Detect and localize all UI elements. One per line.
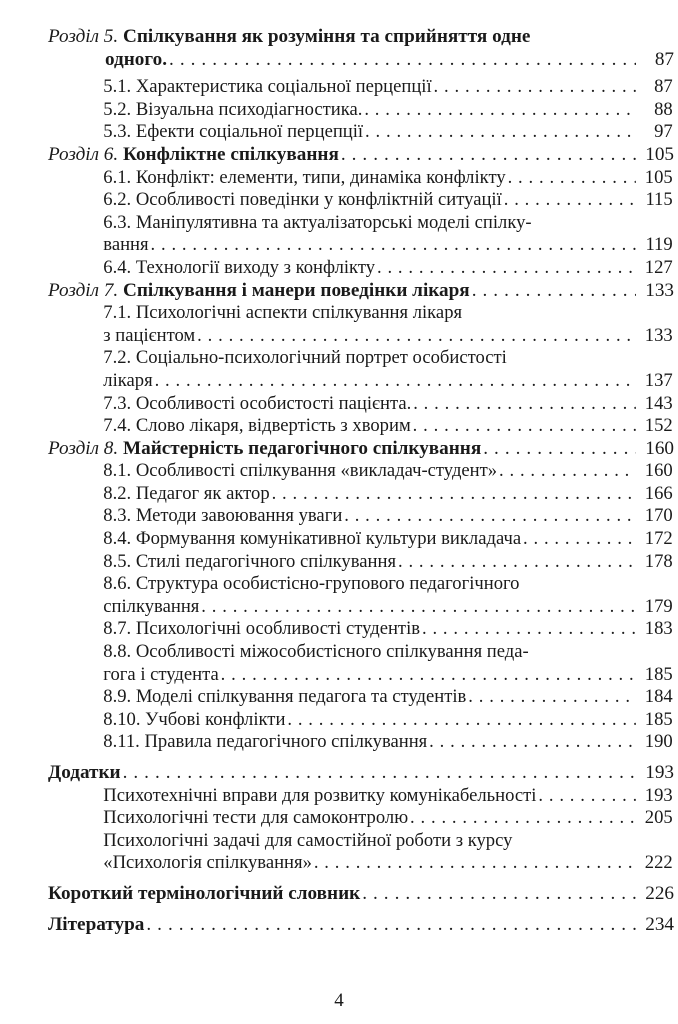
appendices-title: Додатки [48,762,121,783]
spacer [48,754,674,762]
dot-leader [362,883,636,906]
literature-title: Література [48,913,145,935]
toc-entry[interactable] [103,257,672,280]
page-ref: 170 [644,505,673,527]
appendix-title-continued: «Психологія спілкування» [103,852,312,874]
toc-entry[interactable] [48,49,674,72]
section-title-continued: з пацієнтом [103,324,196,346]
toc-entry[interactable] [103,709,672,732]
toc-entry[interactable] [103,415,672,438]
section-list [48,167,673,280]
dot-leader [146,914,636,937]
toc-entry[interactable] [103,167,672,190]
toc-entry[interactable] [103,99,672,122]
page-ref: 193 [645,762,674,783]
toc-entry[interactable] [103,189,672,212]
appendix-list [48,785,673,875]
section-title: 6.2. Особливості поведінки у конфліктній ситуації [103,189,502,211]
dot-leader [508,167,636,190]
toc-entry[interactable] [103,686,672,709]
dot-leader [538,785,635,808]
dot-leader [413,393,636,416]
toc-entry[interactable] [103,807,672,830]
toc-entry[interactable] [103,325,672,348]
toc-entry[interactable] [103,731,672,754]
dot-leader [434,76,636,99]
page-ref: 133 [644,324,673,346]
toc-entry[interactable] [103,234,672,257]
section-title: 8.2. Педагог як актор [103,482,270,504]
dot-leader [377,257,636,280]
chapter-label: Розділ 7. [48,279,119,301]
glossary-title: Короткий термінологічний словник [48,882,361,904]
section-title: 5.2. Візуальна психодіагностика. [103,98,363,120]
page-ref: 105 [645,143,674,165]
dot-leader [483,438,636,461]
page-ref: 185 [644,663,673,685]
chapter-label: Розділ 6. [48,143,119,165]
page-ref: 87 [654,76,673,98]
toc-entry[interactable] [103,528,672,551]
chapter-label: Розділ 8. [48,437,119,459]
section-list [48,460,673,754]
section-title-line: 7.1. Психологічні аспекти спілкування лікаря [103,302,463,324]
chapter-6[interactable] [48,144,674,167]
dot-leader [272,483,636,506]
dot-leader [169,49,636,72]
literature-entry[interactable] [48,914,674,937]
dot-leader [365,121,636,144]
dot-leader [201,596,636,619]
section-title: 8.9. Моделі спілкування педагога та студентів [103,686,467,708]
page-ref: 160 [644,460,673,482]
dot-leader [523,528,636,551]
chapter-title-continued: одного. [105,48,168,70]
page-ref: 127 [644,256,673,278]
toc-entry[interactable] [103,460,672,483]
page-ref: 119 [645,234,673,256]
section-title: 8.5. Стилі педагогічного спілкування [103,550,397,572]
spacer [48,906,674,914]
page-ref: 97 [654,121,673,143]
chapter-title: Спілкування і манери поведінки лікаря [123,279,470,301]
section-title-continued: гога і студента [103,663,219,685]
dot-leader [499,460,636,483]
section-title: 6.1. Конфлікт: елементи, типи, динаміка конфлікту [103,166,506,188]
page-ref: 137 [644,369,673,391]
chapter-8[interactable] [48,438,674,461]
section-title: 8.1. Особливості спілкування «викладач-студент» [103,460,498,482]
dot-leader [314,852,636,875]
appendix-title-line: Психологічні задачі для самостійної роботи з курсу [103,829,513,851]
dot-leader [341,144,636,167]
dot-leader [422,618,636,641]
section-list [48,302,673,438]
toc-entry[interactable] [103,664,672,687]
chapter-label: Розділ 5. [48,26,119,47]
appendix-title: Психологічні тести для самоконтролю [103,807,409,829]
toc-entry[interactable] [103,618,672,641]
toc-entry[interactable] [103,76,672,99]
toc-entry[interactable] [103,393,672,416]
section-list [48,76,673,144]
section-title-line: 8.6. Структура особистісно-групового педагогічного [103,573,520,595]
dot-leader [429,731,636,754]
chapter-title: Майстерність педагогічного спілкування [123,437,482,459]
page-ref: 184 [644,686,673,708]
page-ref: 205 [644,807,673,829]
toc-entry[interactable] [103,596,672,619]
page-ref: 143 [644,392,673,414]
dot-leader [123,762,636,785]
dot-leader [151,234,636,257]
dot-leader [468,686,636,709]
dot-leader [344,505,636,528]
dot-leader [398,551,636,574]
section-title-line: 8.8. Особливості міжособистісного спілкування педа- [103,641,529,663]
chapter-5 [48,26,674,71]
page-ref: 234 [645,913,674,935]
section-title-continued: лікаря [103,369,153,391]
section-title-continued: спілкування [103,595,200,617]
section-title: 8.4. Формування комунікативної культури викладача [103,528,522,550]
toc-entry[interactable] [103,505,672,528]
dot-leader [364,99,635,122]
dot-leader [197,325,636,348]
page-ref: 185 [644,708,673,730]
page-ref: 160 [645,437,674,459]
page-ref: 222 [644,852,673,874]
spacer [48,875,674,883]
toc-entry[interactable] [103,121,672,144]
chapter-heading-line [48,26,674,49]
dot-leader [410,807,636,830]
section-title-line: 7.2. Соціально-психологічний портрет особистості [103,347,507,369]
appendix-title: Психотехнічні вправи для розвитку комунікабельності [103,784,537,806]
page-ref: 133 [645,279,674,301]
section-title: 7.4. Слово лікаря, відвертість з хворим [103,415,411,437]
dot-leader [504,189,636,212]
section-title: 7.3. Особливості особистості пацієнта. [103,392,412,414]
chapter-title: Конфліктне спілкування [123,143,339,165]
page-ref: 172 [644,528,673,550]
chapter-title: Спілкування як розуміння та сприйняття одне [123,26,531,47]
dot-leader [221,664,636,687]
section-title: 8.3. Методи завоювання уваги [103,505,343,527]
dot-leader [413,415,636,438]
toc-entry[interactable] [103,785,672,808]
section-title: 6.4. Технології виходу з конфлікту [103,256,376,278]
page-ref: 87 [654,48,674,70]
page-ref: 179 [644,595,673,617]
section-title: 8.7. Психологічні особливості студентів [103,618,421,640]
chapter-7[interactable] [48,280,674,303]
page-ref: 115 [645,189,673,211]
section-title-line: 6.3. Маніпулятивна та актуалізаторські моделі спілку- [103,211,532,233]
section-title: 5.3. Ефекти соціальної перцепції [103,121,364,143]
section-title-continued: вання [103,234,149,256]
appendices-entry[interactable] [48,762,674,785]
page-ref: 178 [644,550,673,572]
page-ref: 105 [644,166,673,188]
page-ref: 152 [644,415,673,437]
dot-leader [287,709,635,732]
page-ref: 190 [644,731,673,753]
toc-entry[interactable] [103,852,672,875]
toc-entry[interactable] [103,551,672,574]
toc-entry[interactable] [103,483,672,506]
dot-leader [472,280,636,303]
table-of-contents [48,26,674,936]
page-ref: 183 [644,618,673,640]
section-title: 5.1. Характеристика соціальної перцепції [103,76,432,98]
page-number: 4 [334,990,344,1011]
page-ref: 193 [644,784,673,806]
section-title: 8.11. Правила педагогічного спілкування [103,731,428,753]
dot-leader [155,370,636,393]
page-ref: 226 [645,882,674,904]
glossary-entry[interactable] [48,883,674,906]
page-ref: 88 [654,98,673,120]
section-title: 8.10. Учбові конфлікти [103,708,286,730]
toc-entry[interactable] [103,370,672,393]
page-ref: 166 [644,482,673,504]
